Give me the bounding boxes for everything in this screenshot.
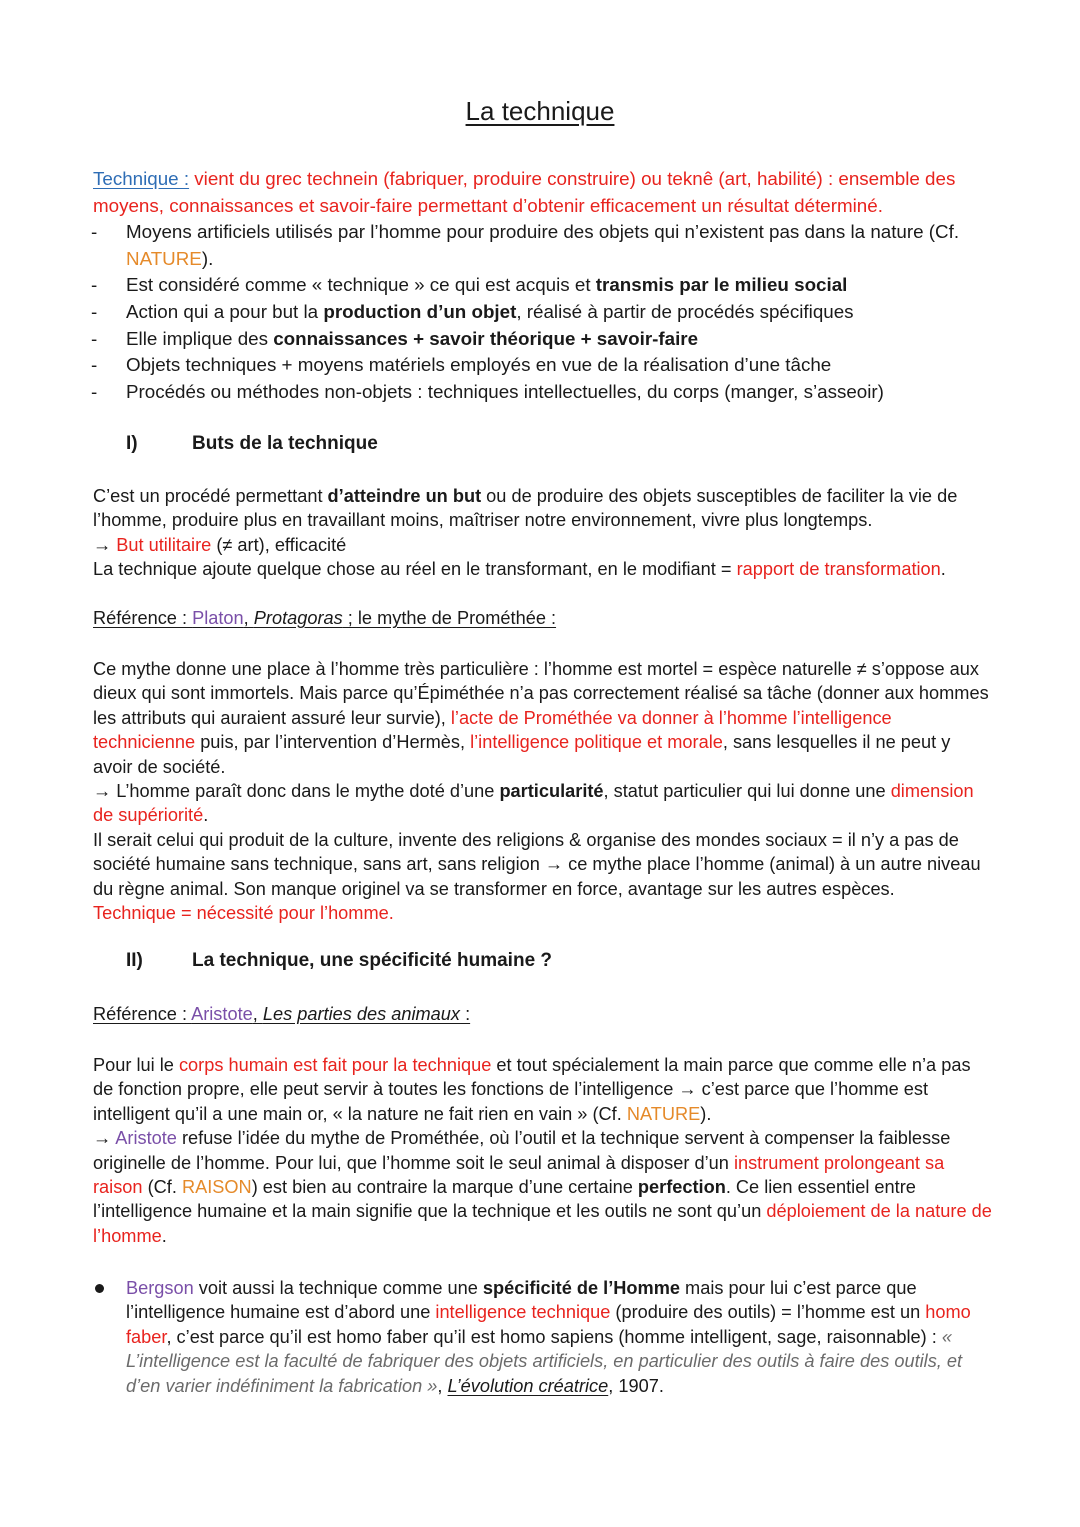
paragraph: La technique ajoute quelque chose au réel en le transformant, en le modifiant = rapport de transformation. [93,559,946,580]
quote: « L’intelligence est la faculté de fabriquer des objets artificiels, en particulier des outils à faire des outils, et d’en varier indéfiniment la fabrication » [126,1326,963,1396]
section-1-heading [126,433,378,455]
paragraph: Technique = nécessité pour l’homme. [93,903,394,924]
myth-paragraphs [93,657,993,925]
section-2-heading [126,950,552,972]
list-item: - Est considéré comme « technique » ce qui est acquis et transmis par le milieu social [93,272,993,299]
section-2-title: La technique, une spécificité humaine ? [192,950,553,971]
paragraph: → But utilitaire (≠ art), efficacité [93,534,347,555]
definition-text: vient du grec technein (fabriquer, produire construire) ou teknê (art, habilité) : ensemble des moyens, connaissances et savoir-faire permettant d’obtenir efficacement un résultat déterminé. [93,168,956,216]
reference-aristote: Référence : Aristote, Les parties des animaux : [93,1004,471,1024]
section-1-number: I) [126,433,138,454]
list-item: - Action qui a pour but la production d’un objet, réalisé à partir de procédés spécifiques [93,299,993,326]
list-item: - Moyens artificiels utilisés par l’homme pour produire des objets qui n’existent pas dans la nature (Cf. NATURE). [93,219,993,272]
list-item: - Procédés ou méthodes non-objets : techniques intellectuelles, du corps (manger, s’asseoir) [93,379,993,406]
work-title: Les parties des animaux [262,1004,461,1024]
author-bergson: Bergson [126,1278,194,1298]
nature-link: NATURE [126,247,202,269]
author-aristote: Aristote [191,1004,253,1024]
section-1-body [93,484,993,582]
section-1-title: Buts de la technique [192,433,378,454]
aristote-paragraphs [93,1053,993,1248]
author-platon: Platon [192,608,244,628]
list-item: - Elle implique des connaissances + savoir théorique + savoir-faire [93,326,993,353]
definition-block [93,166,993,405]
paragraph: Il serait celui qui produit de la culture, invente des religions & organise des mondes sociaux = il n’y a pas de société humaine sans technique, sans art, sans religion → ce mythe place l’homme (animal) à un autre niveau du règne animal. Son manque originel va se transformer en force, avantage sur les autres espèces. [93,829,981,899]
section-2-number: II) [126,950,143,971]
bullet-icon [95,1284,104,1293]
reference-platon: Référence : Platon, Protagoras ; le mythe de Prométhée : [93,608,557,628]
list-item: - Objets techniques + moyens matériels employés en vue de la réalisation d’une tâche [93,352,993,379]
paragraph: Ce mythe donne une place à l’homme très particulière : l’homme est mortel = espèce naturelle ≠ s’oppose aux dieux qui sont immortels. Mais parce qu’Épiméthée n’a pas correctement réalisé sa tâche (donner aux hommes les attributs qui auraient assuré leur survie), l’acte de Prométhée va donner à l’homme l’intelligence technicienne puis, par l’intervention d’Hermès, l’intelligence politique et morale, sans lesquelles il ne peut y avoir de société. [93,659,989,777]
definition-list [93,219,993,405]
bergson-block [93,1276,993,1398]
definition-term: Technique : [93,168,190,189]
paragraph: Pour lui le corps humain est fait pour la technique et tout spécialement la main parce que comme elle n’a pas de fonction propre, elle peut servir à toutes les fonctions de l’intelligence → c’est parce que l’homme est intelligent qu’il a une main or, « la nature ne fait rien en vain » (Cf. NATURE). [93,1055,971,1124]
work-title: L’évolution créatrice [447,1375,609,1396]
paragraph: → L’homme paraît donc dans le mythe doté d’une particularité, statut particulier qui lui donne une dimension de supériorité. [93,781,974,826]
list-item: Bergson voit aussi la technique comme une spécificité de l’Homme mais pour lui c’est parce que l’intelligence humaine est d’abord une intelligence technique (produire des outils) = l’homme est un homo faber, c’est parce qu’il est homo faber qu’il est homo sapiens (homme intelligent, sage, raisonnable) : « L’intelligence est la faculté de fabriquer des objets artificiels, en particulier des outils à faire des outils, et d’en varier indéfiniment la fabrication », L’évolution créatrice, 1907. [93,1276,993,1398]
paragraph: C’est un procédé permettant d’atteindre un but ou de produire des objets susceptibles de faciliter la vie de l’homme, produire plus en travaillant moins, maîtriser notre environnement, vivre plus longtemps. [93,486,958,531]
work-title: Protagoras [253,608,343,628]
definition-paragraph [93,166,993,219]
page-title: La technique [465,96,615,126]
paragraph: → Aristote refuse l’idée du mythe de Prométhée, où l’outil et la technique servent à compenser la faiblesse originelle de l’homme. Pour lui, que l’homme soit le seul animal à disposer d’un instrument prolongeant sa raison (Cf. RAISON) est bien au contraire la marque d’une certaine perfection. Ce lien essentiel entre l’intelligence humaine et la main signifie que la technique et les outils ne sont qu’un déploiement de la nature de l’homme. [93,1128,992,1246]
